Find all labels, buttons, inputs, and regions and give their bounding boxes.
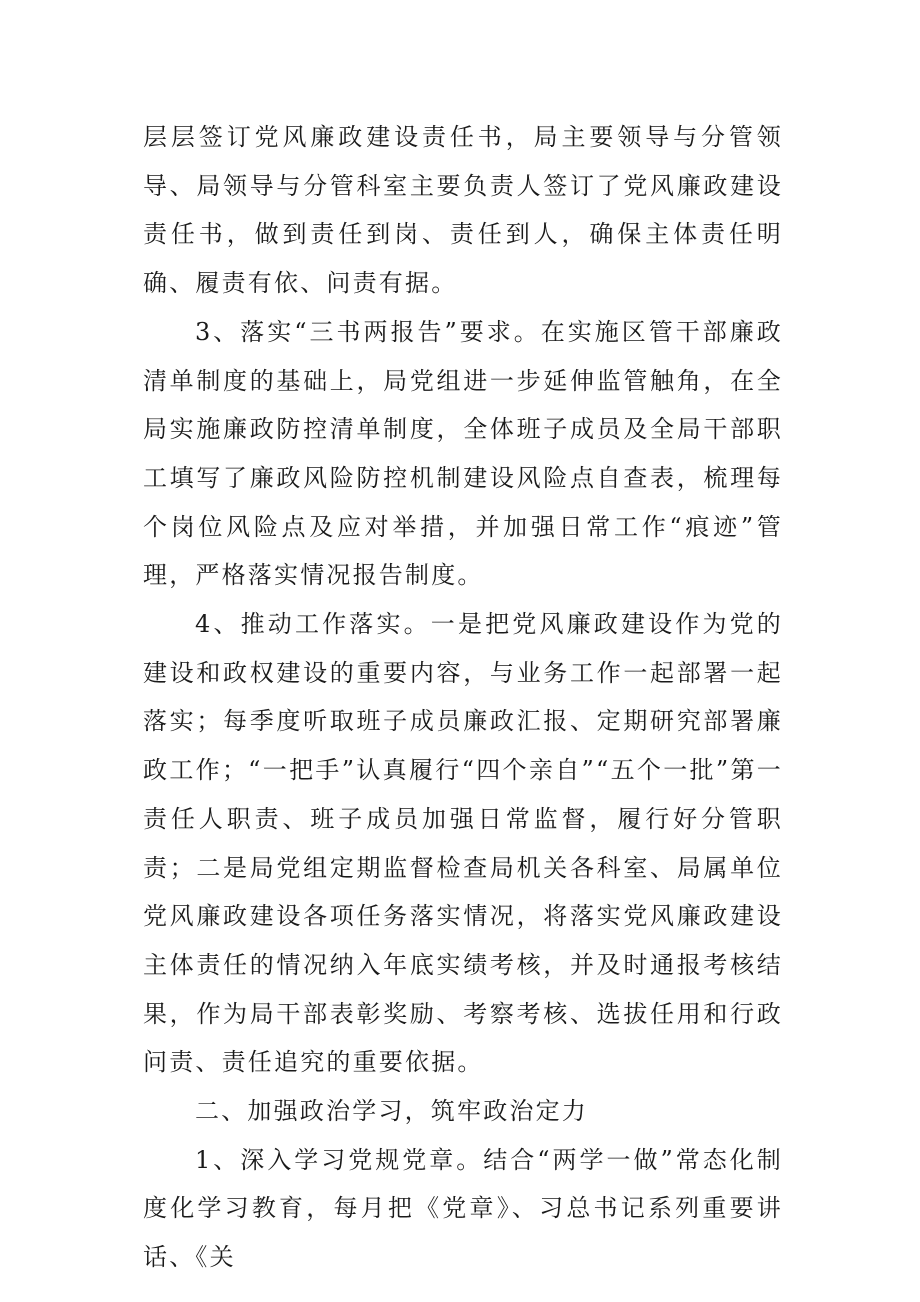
paragraph-continuation: 层层签订党风廉政建设责任书，局主要领导与分管领导、局领导与分管科室主要负责人签订了党风廉政建设责任书，做到责任到岗、责任到人，确保主体责任明确、履责有依、问责有据。 — [143, 123, 783, 298]
paragraph-item-4: 4、推动工作落实。一是把党风廉政建设作为党的建设和政权建设的重要内容，与业务工作一起部署一起落实；每季度听取班子成员廉政汇报、定期研究部署廉政工作；“一把手”认真履行“四个亲自”“五个一批”第一责任人职责、班子成员加强日常监督，履行好分管职责；二是局党组定期监督检查局机关各科室、局属单位党风廉政建设各项任务落实情况，将落实党风廉政建设主体责任的情况纳入年底实绩考核，并及时通报考核结果，作为局干部表彰奖励、考察考核、选拔任用和行政问责、责任追究的重要依据。 — [143, 610, 783, 1077]
paragraph-item-3: 3、落实“三书两报告”要求。在实施区管干部廉政清单制度的基础上，局党组进一步延伸监管触角，在全局实施廉政防控清单制度，全体班子成员及全局干部职工填写了廉政风险防控机制建设风险点自查表，梳理每个岗位风险点及应对举措，并加强日常工作“痕迹”管理，严格落实情况报告制度。 — [143, 317, 783, 590]
document-body — [143, 113, 783, 1282]
paragraph-item-1: 1、深入学习党规党章。结合“两学一做”常态化制度化学习教育，每月把《党章》、习总书记系列重要讲话、《关 — [143, 1145, 783, 1272]
section-heading-2: 二、加强政治学习，筑牢政治定力 — [195, 1097, 588, 1126]
